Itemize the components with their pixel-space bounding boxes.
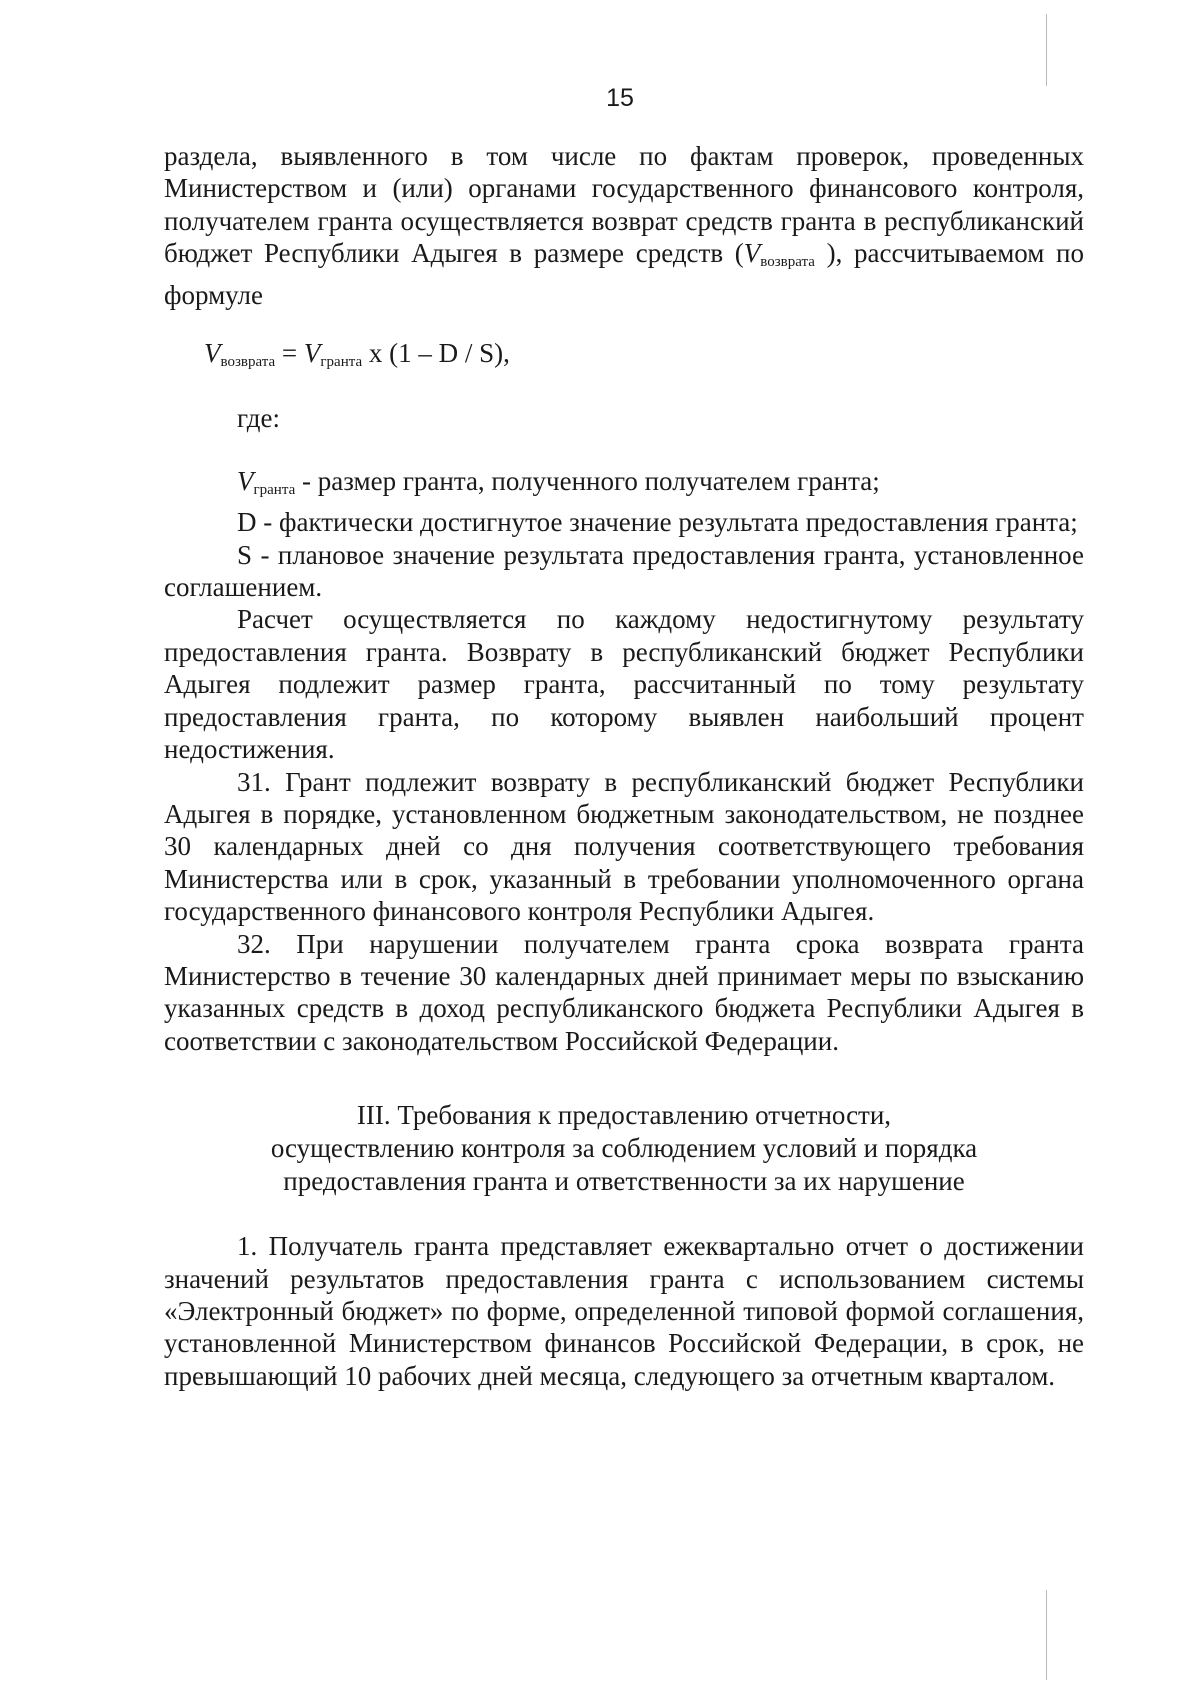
formula-equals: =	[275, 338, 304, 369]
formula-subscript: гранта	[320, 354, 363, 371]
document-body	[164, 140, 1084, 1392]
item-31: 31. Грант подлежит возврату в республиканский бюджет Республики Адыгея в порядке, установленном бюджетным законодательством, не позднее 30 календарных дней со дня получения соответствующего требования Министерства или в срок, указанный в требовании уполномоченного органа государственного финансового контроля Республики Адыгея.	[164, 766, 1084, 927]
formula-subscript: возврата	[220, 354, 276, 371]
formula	[164, 337, 1084, 378]
variable-v: V	[743, 238, 761, 269]
formula-expression: x (1 – D / S),	[362, 338, 510, 369]
variable-subscript: гранта	[253, 481, 296, 498]
paragraph-return-funds	[164, 140, 1084, 311]
scan-artifact-line	[1046, 14, 1047, 86]
section-heading-line: III. Требования к предоставлению отчетности,	[356, 1100, 892, 1131]
section-heading	[164, 1099, 1084, 1198]
definition-v-grant	[164, 465, 1084, 506]
formula-variable: V	[204, 338, 221, 369]
definition-d: D - фактически достигнутое значение результата предоставления гранта;	[237, 507, 1078, 538]
page-number: 15	[606, 84, 634, 112]
section-heading-line: предоставления гранта и ответственности за их нарушение	[283, 1166, 965, 1197]
paragraph-calculation: Расчет осуществляется по каждому недостигнутому результату предоставления гранта. Возврату в республиканский бюджет Республики Адыгея подлежит размер гранта, рассчитанный по тому результату предоставления гранта, по которому выявлен наибольший процент недостижения.	[164, 604, 1084, 765]
variable-subscript: возврата	[760, 254, 815, 271]
definition-s: S - плановое значение результата предоставления гранта, установленное соглашением.	[164, 539, 1084, 603]
paragraph-text: ), рассчитываемом по формуле	[164, 238, 1084, 310]
paragraph-text: раздела, выявленного в том числе по фактам проверок, проведенных Министерством и (или) органами государственного финансового контроля, получателем гранта осуществляется возврат средств гранта в республиканский бюджет Республики Адыгея в размере средств (	[164, 141, 1084, 269]
definition-text: - размер гранта, полученного получателем гранта;	[295, 465, 880, 496]
variable-v: V	[237, 465, 254, 496]
section-heading-line: осуществлению контроля за соблюдением условий и порядка	[270, 1133, 978, 1164]
item-1: 1. Получатель гранта представляет ежеквартально отчет о достижении значений результатов предоставления гранта с использованием системы «Электронный бюджет» по форме, определенной типовой формой соглашения, установленной Министерством финансов Российской Федерации, в срок, не превышающий 10 рабочих дней месяца, следующего за отчетным кварталом.	[164, 1231, 1084, 1391]
where-label: где:	[237, 403, 280, 434]
formula-variable: V	[303, 338, 321, 369]
item-32: 32. При нарушении получателем гранта срока возврата гранта Министерство в течение 30 календарных дней принимает меры по взысканию указанных средств в доход республиканского бюджета Республики Адыгея в соответствии с законодательством Российской Федерации.	[164, 928, 1084, 1056]
scan-artifact-line	[1046, 1590, 1047, 1680]
